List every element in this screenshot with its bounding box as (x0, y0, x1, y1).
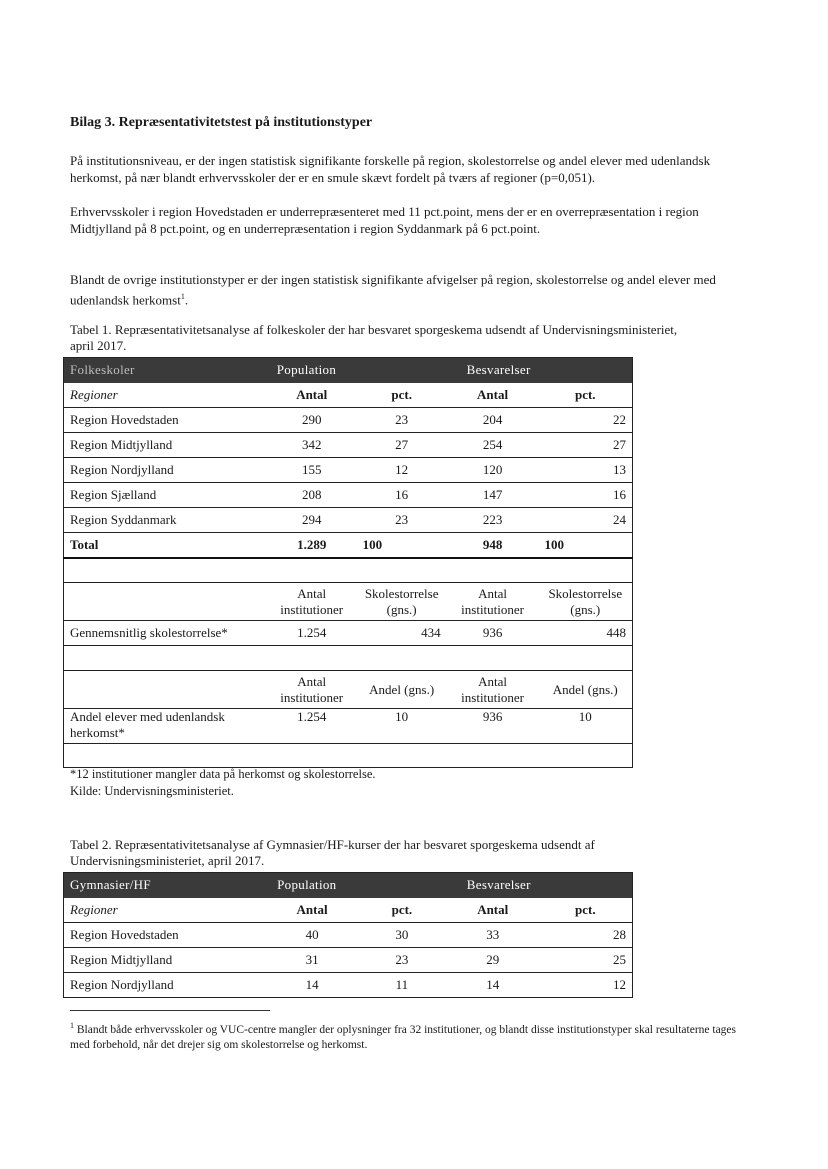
table1-header-population: Population (267, 358, 447, 383)
row-label: Andel elever med udenlandsk herkomst* (64, 709, 267, 744)
cell-value: 10 (539, 709, 633, 744)
table1 (63, 357, 633, 768)
row-label: Region Midtjylland (64, 948, 268, 973)
table2-header-responses: Besvarelser (447, 873, 633, 898)
cell-value: 14 (267, 973, 357, 998)
table2 (63, 872, 633, 998)
table2-header-row (64, 873, 633, 898)
cell-value: 12 (539, 973, 633, 998)
table1-spacer-row (64, 646, 633, 671)
cell-value: 448 (539, 621, 633, 646)
table1-header-responses: Besvarelser (447, 358, 633, 383)
footnote-text: Blandt både erhvervsskoler og VUC-centre mangler der oplysninger fra 32 institutioner, og blandt disse institutionstyper skal resultaterne tages med forbehold, når det drejer sig om skolestorrelse og herkomst. (70, 1023, 737, 1051)
cell-value: 936 (447, 621, 539, 646)
table1-caption: Tabel 1. Repræsentativitetsanalyse af folkeskoler der har besvaret sporgeskema udsendt af Undervisningsministeriet, april 2017. (70, 322, 678, 353)
row-label: Region Nordjylland (64, 458, 267, 483)
cell-value: 936 (447, 709, 539, 744)
table1-spacer-row (64, 558, 633, 583)
table1-subheader-count: Antal (267, 383, 357, 408)
empty-cell (64, 583, 267, 621)
cell-value: 120 (447, 458, 539, 483)
table-row (64, 483, 633, 508)
total-label: Total (64, 533, 267, 558)
row-label: Region Hovedstaden (64, 408, 267, 433)
table2-header-population: Population (267, 873, 447, 898)
table1-subheader-count2: Antal (447, 383, 539, 408)
cell-value: 31 (267, 948, 357, 973)
share-header-share2: Andel (gns.) (539, 671, 633, 709)
cell-value: 27 (539, 433, 633, 458)
table-row (64, 923, 633, 948)
row-label: Region Midtjylland (64, 433, 267, 458)
share-header-share: Andel (gns.) (357, 671, 447, 709)
table1-source: Kilde: Undervisningsministeriet. (70, 784, 234, 798)
row-label: Gennemsnitlig skolestorrelse* (64, 621, 267, 646)
table1-total-row (64, 533, 633, 558)
cell-value: 342 (267, 433, 357, 458)
footnote-divider (70, 1010, 270, 1011)
table1-header-row (64, 358, 633, 383)
table-row (64, 408, 633, 433)
table1-spacer-row (64, 744, 633, 768)
paragraph-3-end: . (184, 292, 189, 308)
table-row (64, 433, 633, 458)
cell-value: 40 (267, 923, 357, 948)
cell-value: 23 (357, 948, 447, 973)
table1-size-row (64, 621, 633, 646)
paragraph-2: Erhvervsskoler i region Hovedstaden er underrepræsenteret med 11 pct.point, mens der er en overrepræsentation i region Midtjylland på 8 pct.point, og en underrepræsentation i region Syddanmark på 6 pct.point. (70, 204, 699, 236)
cell-value: 290 (267, 408, 357, 433)
row-label: Region Sjælland (64, 483, 267, 508)
cell-value: 23 (357, 408, 447, 433)
table2-subheader-pct: pct. (357, 898, 447, 923)
table1-subheader-pct: pct. (357, 383, 447, 408)
cell-value: 33 (447, 923, 539, 948)
paragraph-1: På institutionsniveau, er der ingen statistisk signifikante forskelle på region, skolestorrelse og andel elever med udenlandsk herkomst, på nær blandt erhvervsskoler der er en smule skævt fordelt på tværs af regioner (p=0,051). (70, 153, 711, 185)
footnote (70, 1018, 750, 1053)
table1-subheader-pct2: pct. (539, 383, 633, 408)
row-label: Region Hovedstaden (64, 923, 268, 948)
empty-cell (64, 646, 633, 671)
size-header-count: Antal institutioner (267, 583, 357, 621)
table1-note: *12 institutioner mangler data på herkomst og skolestorrelse. (70, 767, 376, 781)
cell-value: 11 (357, 973, 447, 998)
row-label: Region Nordjylland (64, 973, 268, 998)
table2-header-title: Gymnasier/HF (64, 873, 268, 898)
table2-subheader-count2: Antal (447, 898, 539, 923)
cell-value: 10 (357, 709, 447, 744)
paragraph-3-text: Blandt de ovrige institutionstyper er der ingen statistisk signifikante afvigelser på region, skolestorrelse og andel elever med udenlandsk herkomst (70, 272, 716, 308)
share-header-count2: Antal institutioner (447, 671, 539, 709)
size-header-count2: Antal institutioner (447, 583, 539, 621)
table-row (64, 973, 633, 998)
share-header-count: Antal institutioner (267, 671, 357, 709)
footnote-mark: 1 (70, 1021, 74, 1030)
empty-cell (64, 744, 633, 768)
empty-cell (64, 671, 267, 709)
table1-subheader-row (64, 383, 633, 408)
size-header-size2: Skolestorrelse (gns.) (539, 583, 633, 621)
cell-value: 22 (539, 408, 633, 433)
cell-value: 27 (357, 433, 447, 458)
cell-value: 28 (539, 923, 633, 948)
cell-value: 12 (357, 458, 447, 483)
cell-value: 16 (357, 483, 447, 508)
table-row (64, 508, 633, 533)
table1-size-header-row (64, 583, 633, 621)
empty-cell (64, 558, 633, 583)
table2-caption: Tabel 2. Repræsentativitetsanalyse af Gymnasier/HF-kurser der har besvaret sporgeskema udsendt af Undervisningsministeriet, april 2017. (70, 837, 595, 868)
cell-value: 25 (539, 948, 633, 973)
cell-value: 223 (447, 508, 539, 533)
footnote-reference: 1 (180, 292, 185, 301)
cell-value: 13 (539, 458, 633, 483)
table-row (64, 458, 633, 483)
table1-share-header-row (64, 671, 633, 709)
cell-value: 23 (357, 508, 447, 533)
total-value: 948 (447, 533, 539, 558)
table1-subheader-regions: Regioner (64, 383, 267, 408)
table1-header-title: Folkeskoler (64, 358, 267, 383)
table2-subheader-count: Antal (267, 898, 357, 923)
cell-value: 1.254 (267, 709, 357, 744)
cell-value: 254 (447, 433, 539, 458)
cell-value: 29 (447, 948, 539, 973)
total-value: 100 (357, 533, 447, 558)
cell-value: 204 (447, 408, 539, 433)
table2-subheader-row (64, 898, 633, 923)
table2-subheader-regions: Regioner (64, 898, 268, 923)
cell-value: 24 (539, 508, 633, 533)
cell-value: 155 (267, 458, 357, 483)
table2-subheader-pct2: pct. (539, 898, 633, 923)
table1-share-row (64, 709, 633, 744)
row-label: Region Syddanmark (64, 508, 267, 533)
cell-value: 1.254 (267, 621, 357, 646)
cell-value: 30 (357, 923, 447, 948)
size-header-size: Skolestorrelse (gns.) (357, 583, 447, 621)
cell-value: 147 (447, 483, 539, 508)
page-heading: Bilag 3. Repræsentativitetstest på institutionstyper (70, 115, 373, 130)
paragraph-3 (70, 271, 735, 308)
cell-value: 294 (267, 508, 357, 533)
table-row (64, 948, 633, 973)
cell-value: 434 (357, 621, 447, 646)
cell-value: 208 (267, 483, 357, 508)
total-value: 100 (539, 533, 633, 558)
cell-value: 16 (539, 483, 633, 508)
cell-value: 14 (447, 973, 539, 998)
total-value: 1.289 (267, 533, 357, 558)
